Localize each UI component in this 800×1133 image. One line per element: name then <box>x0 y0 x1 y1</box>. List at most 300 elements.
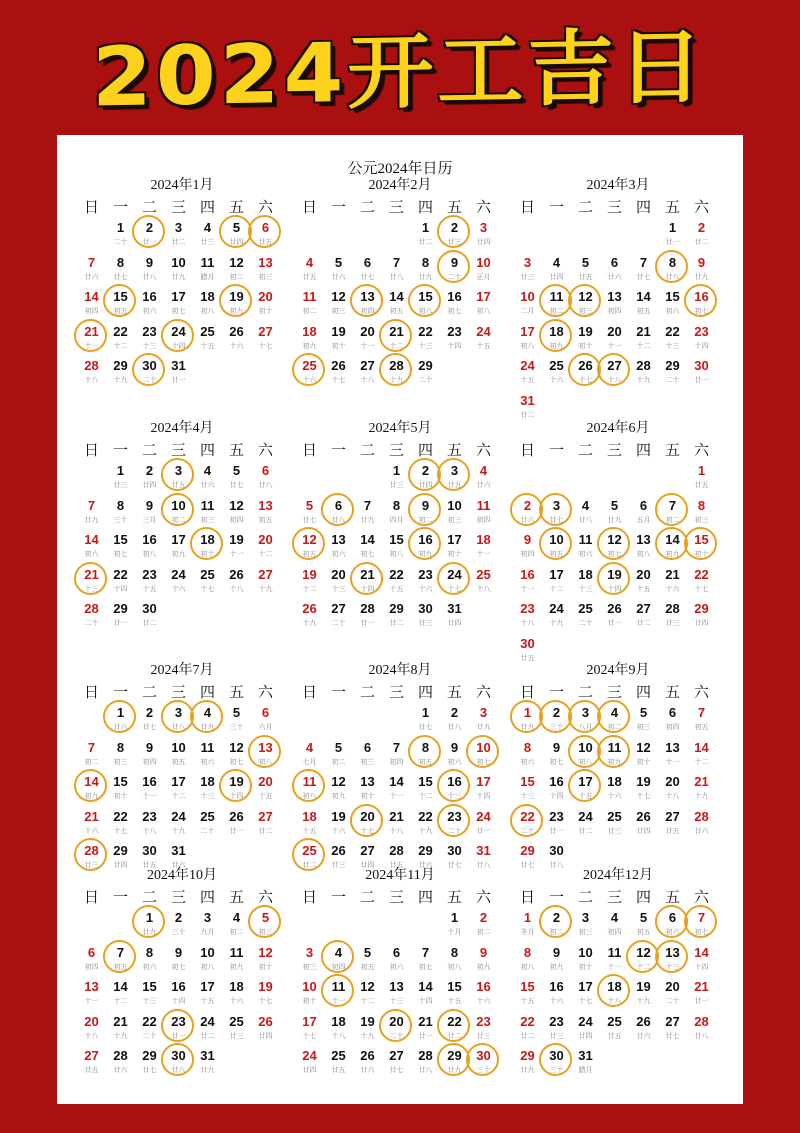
weekday-label: 六 <box>475 682 491 701</box>
day-cell <box>324 1045 353 1080</box>
weekday-label: 一 <box>112 440 128 459</box>
day-number: 15 <box>447 979 462 994</box>
day-cell <box>77 286 106 321</box>
day-cell <box>687 321 716 356</box>
day-cell <box>353 1011 382 1046</box>
day-cell <box>411 598 440 633</box>
auspicious-day-cell <box>77 564 106 599</box>
day-cell <box>382 737 411 772</box>
day-number: 18 <box>200 774 215 789</box>
lunar-date: 初五 <box>549 551 564 558</box>
lunar-date: 廿五 <box>607 1032 622 1040</box>
lunar-date: 三十 <box>549 1067 564 1074</box>
empty-cell <box>411 907 440 942</box>
lunar-date: 初十 <box>113 793 128 800</box>
day-number: 29 <box>520 1048 535 1063</box>
weekday-label: 三 <box>606 887 622 906</box>
day-number: 2 <box>174 910 183 925</box>
day-number: 15 <box>418 774 433 789</box>
day-cell <box>571 907 600 942</box>
weekday-header <box>295 680 505 702</box>
day-number: 24 <box>476 808 491 824</box>
lunar-date: 初四 <box>389 758 404 766</box>
auspicious-day-cell <box>164 702 193 737</box>
day-number: 7 <box>697 910 706 925</box>
weekday-label: 五 <box>228 682 244 701</box>
day-number: 16 <box>447 774 462 789</box>
day-number: 3 <box>479 705 488 720</box>
lunar-date: 初九 <box>418 551 433 558</box>
weekday-header <box>513 680 723 702</box>
day-cell <box>600 771 629 806</box>
day-number: 13 <box>258 254 273 270</box>
day-cell <box>513 286 542 321</box>
lunar-date: 十五 <box>476 342 491 350</box>
lunar-date: 初三 <box>113 758 128 766</box>
day-number: 26 <box>302 601 317 616</box>
day-cell <box>353 321 382 356</box>
auspicious-day-cell <box>571 737 600 772</box>
day-cell <box>222 942 251 977</box>
day-number: 24 <box>476 323 491 339</box>
day-number: 11 <box>578 532 593 547</box>
month-10 <box>77 867 287 1080</box>
day-number: 19 <box>607 566 622 582</box>
auspicious-day-cell <box>658 252 687 287</box>
weekday-label: 六 <box>475 887 491 906</box>
auspicious-day-cell <box>135 355 164 390</box>
lunar-date: 腊月 <box>200 273 215 281</box>
weekday-label: 二 <box>577 197 593 216</box>
day-number: 19 <box>229 532 244 547</box>
day-number: 18 <box>578 566 593 582</box>
lunar-date: 廿三 <box>549 1032 564 1040</box>
day-cell <box>135 252 164 287</box>
day-cell <box>411 1011 440 1046</box>
day-cell <box>193 907 222 942</box>
day-cell <box>106 564 135 599</box>
day-cell <box>164 976 193 1011</box>
day-number: 5 <box>305 497 314 513</box>
lunar-date: 十四 <box>113 585 128 593</box>
day-cell <box>106 737 135 772</box>
day-cell <box>295 321 324 356</box>
day-number: 12 <box>258 944 273 960</box>
day-number: 31 <box>171 358 186 373</box>
day-number: 21 <box>636 323 651 339</box>
day-cell <box>135 598 164 633</box>
day-number: 20 <box>665 774 680 789</box>
day-number: 2 <box>421 463 430 478</box>
lunar-date: 廿六 <box>418 862 433 869</box>
auspicious-day-cell <box>440 806 469 841</box>
lunar-date: 初四 <box>607 929 622 936</box>
lunar-date: 十二 <box>636 342 651 350</box>
weekday-label: 六 <box>257 440 273 459</box>
empty-cell <box>629 217 658 252</box>
weekday-label: 日 <box>301 440 317 459</box>
lunar-date: 十六 <box>549 377 564 384</box>
auspicious-day-cell <box>411 495 440 530</box>
day-number: 11 <box>200 254 215 270</box>
day-cell <box>440 286 469 321</box>
lunar-date: 廿八 <box>389 273 404 281</box>
day-cell <box>687 598 716 633</box>
day-cell <box>542 1011 571 1046</box>
lunar-date: 初六 <box>665 308 680 315</box>
weekday-label: 六 <box>257 887 273 906</box>
lunar-date: 初五 <box>302 551 317 558</box>
lunar-date: 十七 <box>200 585 215 593</box>
auspicious-day-cell <box>440 1011 469 1046</box>
lunar-date: 十七 <box>694 585 709 593</box>
lunar-date: 十月 <box>447 929 462 936</box>
day-number: 31 <box>520 392 535 408</box>
day-cell <box>135 942 164 977</box>
lunar-date: 廿八 <box>171 1067 186 1074</box>
empty-cell <box>353 460 382 495</box>
month-title: 2024年6月 <box>586 421 650 436</box>
day-number: 21 <box>389 323 404 339</box>
lunar-date: 初九 <box>665 551 680 558</box>
day-cell <box>469 495 498 530</box>
lunar-date: 初四 <box>665 724 680 731</box>
empty-cell <box>353 907 382 942</box>
lunar-date: 初五 <box>694 724 709 731</box>
day-number: 5 <box>334 739 343 755</box>
lunar-date: 初四 <box>84 963 99 971</box>
month-title: 2024年3月 <box>586 178 650 193</box>
lunar-date: 廿九 <box>607 516 622 524</box>
lunar-date: 十一 <box>520 585 535 593</box>
day-number: 17 <box>171 532 186 547</box>
day-cell <box>600 321 629 356</box>
lunar-date: 廿一 <box>360 620 375 627</box>
lunar-date: 初八 <box>520 963 535 971</box>
empty-cell <box>295 460 324 495</box>
weekday-label: 五 <box>228 197 244 216</box>
day-cell <box>193 564 222 599</box>
day-number: 1 <box>116 705 125 720</box>
day-number: 12 <box>229 254 244 270</box>
day-number: 6 <box>261 705 270 720</box>
lunar-date: 初八 <box>302 793 317 800</box>
day-number: 17 <box>302 1013 317 1029</box>
day-cell <box>353 737 382 772</box>
lunar-date: 廿七 <box>418 724 433 731</box>
day-number: 5 <box>639 705 648 720</box>
weekday-label: 五 <box>664 440 680 459</box>
auspicious-day-cell <box>629 942 658 977</box>
weekday-label: 日 <box>519 197 535 216</box>
day-number: 29 <box>447 1048 462 1063</box>
day-number: 23 <box>520 601 535 616</box>
day-number: 15 <box>142 979 157 994</box>
day-cell <box>687 771 716 806</box>
day-number: 15 <box>694 532 709 547</box>
weekday-label: 五 <box>664 887 680 906</box>
lunar-date: 廿一 <box>142 239 157 246</box>
lunar-date: 廿四 <box>578 1032 593 1040</box>
day-number: 20 <box>258 289 273 304</box>
day-number: 14 <box>694 944 709 960</box>
auspicious-day-cell <box>295 771 324 806</box>
day-cell <box>469 806 498 841</box>
lunar-date: 廿一 <box>476 827 491 835</box>
auspicious-day-cell <box>353 286 382 321</box>
lunar-date: 初五 <box>360 963 375 971</box>
day-number: 23 <box>476 1013 491 1029</box>
day-cell <box>353 529 382 564</box>
lunar-date: 初七 <box>549 758 564 766</box>
day-cell <box>164 806 193 841</box>
day-number: 22 <box>113 566 128 582</box>
day-number: 16 <box>549 979 564 994</box>
day-cell <box>295 737 324 772</box>
weekday-label: 一 <box>112 682 128 701</box>
day-cell <box>629 737 658 772</box>
empty-cell <box>513 460 542 495</box>
day-cell <box>542 942 571 977</box>
day-cell <box>411 806 440 841</box>
auspicious-day-cell <box>295 355 324 390</box>
day-number: 7 <box>421 944 430 960</box>
lunar-date: 廿一 <box>694 998 709 1005</box>
day-number: 11 <box>200 497 215 513</box>
weekday-label: 三 <box>606 197 622 216</box>
lunar-date: 十六 <box>549 998 564 1005</box>
day-number: 15 <box>113 289 128 304</box>
day-number: 25 <box>607 808 622 824</box>
day-number: 16 <box>142 774 157 789</box>
lunar-date: 初三 <box>331 308 346 315</box>
lunar-date: 初十 <box>447 551 462 558</box>
day-cell <box>251 321 280 356</box>
day-number: 19 <box>331 808 346 824</box>
day-grid <box>77 217 280 390</box>
day-number: 17 <box>447 532 462 547</box>
day-cell <box>440 529 469 564</box>
lunar-date: 十五 <box>389 585 404 593</box>
day-number: 29 <box>113 358 128 373</box>
weekday-label: 六 <box>475 197 491 216</box>
lunar-date: 廿二 <box>447 1032 462 1040</box>
weekday-header <box>77 438 287 460</box>
day-cell <box>77 1011 106 1046</box>
lunar-date: 初二 <box>84 758 99 766</box>
day-cell <box>164 737 193 772</box>
day-number: 9 <box>145 497 154 513</box>
day-number: 5 <box>363 944 372 960</box>
weekday-label: 四 <box>635 440 651 459</box>
day-number: 14 <box>665 532 680 547</box>
lunar-date: 初五 <box>636 308 651 315</box>
day-cell <box>469 460 498 495</box>
day-cell <box>353 495 382 530</box>
day-cell <box>295 1011 324 1046</box>
day-grid <box>513 702 716 875</box>
day-cell <box>382 1045 411 1080</box>
auspicious-day-cell <box>106 702 135 737</box>
weekday-label: 四 <box>199 887 215 906</box>
auspicious-day-cell <box>77 321 106 356</box>
lunar-date: 十七 <box>360 827 375 835</box>
auspicious-day-cell <box>600 564 629 599</box>
day-number: 18 <box>200 532 215 547</box>
day-cell <box>324 771 353 806</box>
lunar-date: 廿五 <box>171 482 186 489</box>
day-number: 20 <box>84 1013 99 1029</box>
lunar-date: 初二 <box>549 929 564 936</box>
day-number: 21 <box>665 566 680 582</box>
auspicious-day-cell <box>77 771 106 806</box>
day-cell <box>469 564 498 599</box>
lunar-date: 廿二 <box>694 239 709 246</box>
weekday-label: 日 <box>519 682 535 701</box>
day-cell <box>600 1011 629 1046</box>
empty-cell <box>324 460 353 495</box>
day-number: 24 <box>447 566 462 582</box>
empty-cell <box>106 907 135 942</box>
day-cell <box>411 564 440 599</box>
day-number: 22 <box>113 323 128 339</box>
lunar-date: 十五 <box>200 998 215 1005</box>
lunar-date: 初九 <box>476 963 491 971</box>
day-number: 25 <box>302 358 317 373</box>
day-number: 17 <box>476 774 491 789</box>
weekday-label: 日 <box>83 682 99 701</box>
day-number: 19 <box>578 323 593 339</box>
lunar-date: 廿五 <box>302 273 317 281</box>
weekday-label: 二 <box>577 440 593 459</box>
day-number: 6 <box>363 739 372 755</box>
day-number: 2 <box>450 705 459 720</box>
day-number: 22 <box>665 323 680 339</box>
day-cell <box>440 737 469 772</box>
empty-cell <box>77 907 106 942</box>
auspicious-day-cell <box>251 907 280 942</box>
weekday-label: 日 <box>519 440 535 459</box>
day-cell <box>411 1045 440 1080</box>
lunar-date: 廿五 <box>331 1067 346 1074</box>
lunar-date: 三十 <box>549 724 564 731</box>
auspicious-day-cell <box>411 460 440 495</box>
day-number: 23 <box>549 1013 564 1029</box>
day-number: 18 <box>331 1013 346 1029</box>
lunar-date: 廿四 <box>694 620 709 627</box>
lunar-date: 十八 <box>476 585 491 593</box>
day-number: 6 <box>334 497 343 513</box>
day-number: 2 <box>145 220 154 235</box>
auspicious-day-cell <box>513 702 542 737</box>
auspicious-day-cell <box>411 529 440 564</box>
lunar-date: 十一 <box>331 998 346 1005</box>
lunar-date: 十二 <box>258 551 273 558</box>
weekday-label: 日 <box>83 887 99 906</box>
lunar-date: 初二 <box>229 273 244 281</box>
lunar-date: 十一 <box>389 793 404 800</box>
empty-cell <box>382 907 411 942</box>
lunar-date: 初七 <box>360 551 375 558</box>
auspicious-day-cell <box>353 806 382 841</box>
lunar-date: 廿八 <box>549 862 564 869</box>
lunar-date: 初七 <box>113 551 128 558</box>
day-number: 2 <box>145 705 154 720</box>
lunar-date: 初十 <box>578 963 593 971</box>
lunar-date: 十九 <box>418 827 433 835</box>
month-title: 2024年9月 <box>586 663 650 678</box>
day-number: 14 <box>694 739 709 755</box>
lunar-date: 初八 <box>447 963 462 971</box>
day-cell <box>658 598 687 633</box>
day-number: 12 <box>607 532 622 547</box>
auspicious-day-cell <box>353 564 382 599</box>
day-number: 13 <box>360 289 375 304</box>
lunar-date: 初四 <box>84 308 99 315</box>
auspicious-day-cell <box>571 771 600 806</box>
day-cell <box>77 806 106 841</box>
day-cell <box>629 495 658 530</box>
day-number: 5 <box>232 220 241 235</box>
day-number: 10 <box>171 739 186 755</box>
day-number: 9 <box>174 944 183 960</box>
weekday-label: 四 <box>417 197 433 216</box>
day-cell <box>77 252 106 287</box>
lunar-date: 廿五 <box>84 1067 99 1074</box>
day-cell <box>222 907 251 942</box>
lunar-date: 十九 <box>636 377 651 384</box>
day-cell <box>513 321 542 356</box>
day-number: 8 <box>421 739 430 755</box>
day-number: 28 <box>360 601 375 616</box>
auspicious-day-cell <box>687 907 716 942</box>
day-number: 11 <box>302 289 317 304</box>
lunar-date: 二十 <box>665 377 680 384</box>
lunar-date: 三月 <box>142 516 157 524</box>
day-number: 6 <box>668 705 677 720</box>
day-number: 12 <box>229 739 244 755</box>
auspicious-day-cell <box>135 907 164 942</box>
lunar-date: 十八 <box>389 827 404 835</box>
day-cell <box>513 907 542 942</box>
lunar-date: 廿四 <box>258 1032 273 1040</box>
day-number: 9 <box>523 532 532 547</box>
weekday-label: 四 <box>199 440 215 459</box>
weekday-label: 一 <box>330 887 346 906</box>
auspicious-day-cell <box>440 564 469 599</box>
lunar-date: 十四 <box>694 342 709 350</box>
day-grid <box>77 460 280 633</box>
day-cell <box>106 355 135 390</box>
day-cell <box>542 252 571 287</box>
auspicious-day-cell <box>164 1045 193 1080</box>
day-number: 18 <box>476 532 491 547</box>
weekday-label: 三 <box>170 197 186 216</box>
day-cell <box>106 460 135 495</box>
lunar-date: 初六 <box>142 963 157 971</box>
auspicious-day-cell <box>222 286 251 321</box>
lunar-date: 腊月 <box>578 1067 593 1074</box>
day-cell <box>164 564 193 599</box>
day-number: 9 <box>552 739 561 755</box>
day-cell <box>658 806 687 841</box>
day-cell <box>193 495 222 530</box>
day-cell <box>542 806 571 841</box>
day-cell <box>324 529 353 564</box>
day-number: 3 <box>581 910 590 925</box>
day-cell <box>629 1011 658 1046</box>
auspicious-day-cell <box>571 355 600 390</box>
